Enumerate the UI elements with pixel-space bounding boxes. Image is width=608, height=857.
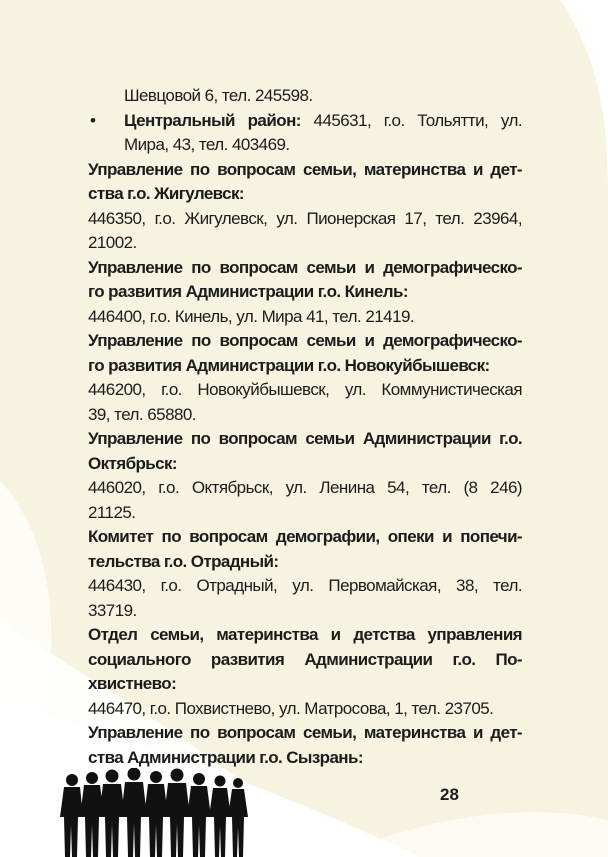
text-line: Шевцовой 6, тел. 245598.: [124, 86, 313, 105]
text-line: Управление по вопросам семьи и демографическо-: [88, 331, 522, 350]
text-line: 33719.: [88, 600, 137, 620]
text-line: Управление по вопросам семьи и демографическо-: [88, 257, 522, 277]
organization-heading: [88, 427, 522, 476]
organization-heading: [88, 158, 522, 207]
text-line: [124, 109, 522, 134]
text-line: социального развития Администрации г.о. По-: [88, 649, 522, 669]
bullet-heading: Центральный район:: [124, 110, 301, 130]
bullet-marker: •: [90, 110, 96, 130]
address-block: [88, 84, 522, 109]
text-line: Октябрьск:: [88, 453, 177, 473]
text-line: 39, тел. 65880.: [88, 404, 196, 424]
text-line: ства Администрации г.о. Сызрань:: [88, 747, 363, 767]
text-fragment: 445631, г.о. Тольятти, ул.: [300, 110, 522, 130]
text-line: Комитет по вопросам демографии, опеки и попечи-: [88, 527, 522, 546]
text-line: Мира, 43, тел. 403469.: [124, 135, 290, 154]
people-silhouettes-icon: [60, 768, 250, 857]
text-line: 446430, г.о. Отрадный, ул. Первомайская, 38, тел.: [88, 576, 522, 595]
text-line: го развития Администрации г.о. Новокуйбышевск:: [88, 355, 490, 375]
text-line: 446020, г.о. Октябрьск, ул. Ленина 54, тел. (8 246): [88, 478, 522, 497]
organization-heading: [88, 525, 522, 574]
text-line: хвистнево:: [88, 674, 177, 693]
text-line: 446350, г.о. Жигулевск, ул. Пионерская 17, тел. 23964,: [88, 208, 522, 228]
text-line: 446400, г.о. Кинель, ул. Мира 41, тел. 21419.: [88, 306, 415, 326]
page-number: 28: [440, 785, 459, 804]
text-line: го развития Администрации г.о. Кинель:: [88, 282, 408, 301]
address-block: [88, 697, 522, 722]
organization-heading: [88, 721, 522, 770]
text-line: 446470, г.о. Похвистнево, ул. Матросова, 1, тел. 23705.: [88, 698, 494, 718]
text-line: тельства г.о. Отрадный:: [88, 551, 279, 571]
address-block: [88, 378, 522, 427]
bullet-item: [88, 109, 522, 158]
text-line: Управление по вопросам семьи, материнства и дет-: [88, 159, 522, 179]
organization-heading: [88, 256, 522, 305]
page-content: [88, 84, 522, 770]
text-line: Управление по вопросам семьи, материнства и дет-: [88, 723, 522, 742]
text-line: 21002.: [88, 233, 137, 252]
address-block: [88, 305, 522, 330]
text-line: 21125.: [88, 502, 136, 522]
address-block: [88, 207, 522, 256]
text-line: ства г.о. Жигулевск:: [88, 184, 244, 203]
organization-heading: [88, 623, 522, 697]
text-line: Управление по вопросам семьи Администрации г.о.: [88, 429, 522, 448]
text-line: Отдел семьи, материнства и детства управления: [88, 625, 522, 644]
organization-heading: [88, 329, 522, 378]
address-block: [88, 574, 522, 623]
text-line: 446200, г.о. Новокуйбышевск, ул. Коммунистическая: [88, 380, 522, 399]
address-block: [88, 476, 522, 525]
